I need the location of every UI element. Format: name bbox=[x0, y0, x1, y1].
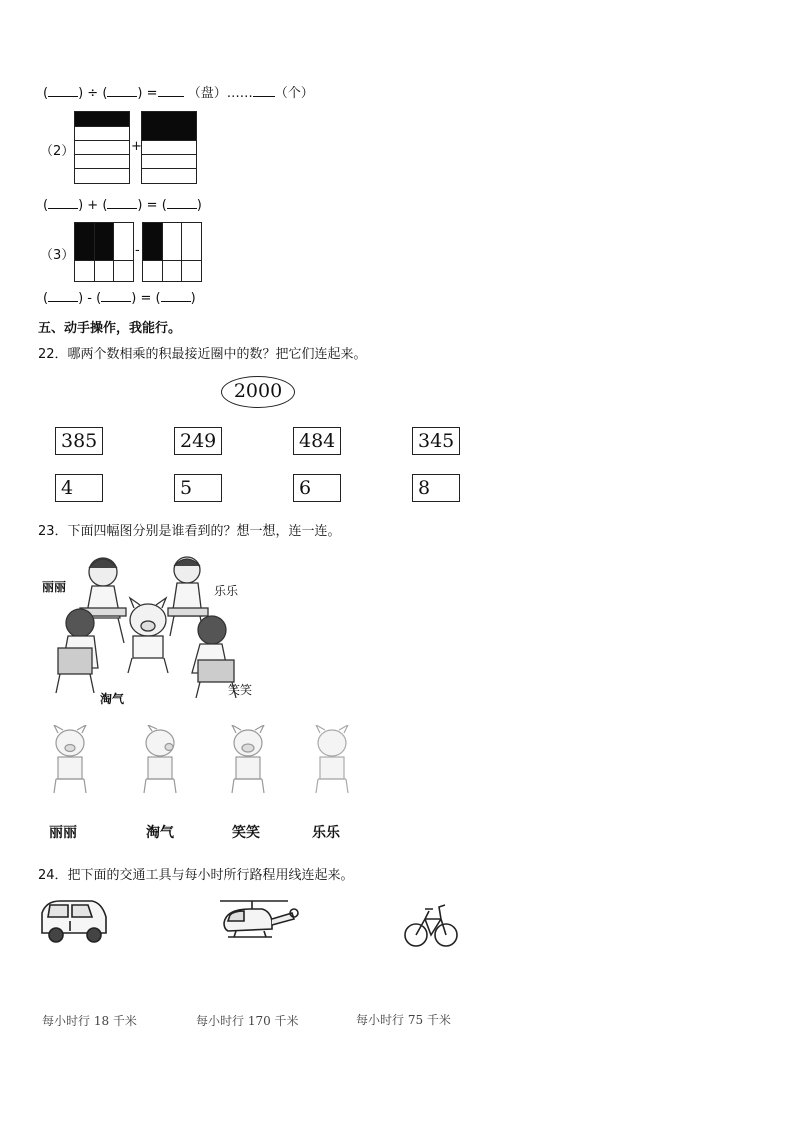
division-equation: ( ) ÷ ( ) = （盘）…… （个） bbox=[43, 86, 314, 101]
target-number: 2000 bbox=[233, 380, 283, 402]
fraction-grid-b bbox=[141, 111, 197, 184]
fraction-grid-d bbox=[142, 222, 202, 282]
number-box[interactable]: 249 bbox=[174, 427, 222, 455]
pig-view-back-icon[interactable] bbox=[310, 725, 354, 795]
plus-sign: + bbox=[131, 139, 142, 154]
speed-label[interactable]: 每小时行 75 千米 bbox=[356, 1013, 451, 1027]
addition-equation: ( ) + ( ) = ( ) bbox=[43, 198, 202, 213]
number-box[interactable]: 345 bbox=[412, 427, 460, 455]
question-24-prompt: 24．把下面的交通工具与每小时所行路程用线连起来。 bbox=[38, 868, 354, 883]
scene-label-taoqi: 淘气 bbox=[100, 692, 125, 706]
number-box[interactable]: 6 bbox=[293, 474, 341, 502]
kids-around-pig-illustration bbox=[40, 548, 260, 708]
answer-name[interactable]: 乐乐 bbox=[312, 825, 340, 841]
helicopter-icon[interactable] bbox=[216, 893, 300, 951]
answer-name[interactable]: 笑笑 bbox=[232, 825, 260, 841]
car-icon[interactable] bbox=[38, 895, 110, 947]
number-box[interactable]: 5 bbox=[174, 474, 222, 502]
number-box[interactable]: 484 bbox=[293, 427, 341, 455]
scene-label-lili: 丽丽 bbox=[42, 580, 67, 594]
item-label-2: （2） bbox=[40, 144, 75, 159]
answer-name[interactable]: 丽丽 bbox=[49, 825, 77, 841]
scene-label-lele: 乐乐 bbox=[214, 584, 239, 598]
section-title: 五、动手操作，我能行。 bbox=[38, 321, 182, 336]
minus-sign: - bbox=[135, 243, 140, 258]
answer-name[interactable]: 淘气 bbox=[146, 825, 174, 841]
number-box[interactable]: 4 bbox=[55, 474, 103, 502]
fraction-grid-a bbox=[74, 111, 130, 184]
speed-label[interactable]: 每小时行 170 千米 bbox=[196, 1014, 299, 1028]
bicycle-icon[interactable] bbox=[403, 895, 459, 953]
number-box[interactable]: 385 bbox=[55, 427, 103, 455]
question-22-prompt: 22．哪两个数相乘的积最接近圈中的数？把它们连起来。 bbox=[38, 347, 367, 362]
speed-label[interactable]: 每小时行 18 千米 bbox=[42, 1014, 137, 1028]
subtraction-equation: ( ) - ( ) = ( ) bbox=[43, 291, 196, 306]
fraction-grid-c bbox=[74, 222, 134, 282]
number-box[interactable]: 8 bbox=[412, 474, 460, 502]
question-23-prompt: 23．下面四幅图分别是谁看到的？想一想，连一连。 bbox=[38, 524, 341, 539]
pig-view-front-icon-2[interactable] bbox=[226, 725, 270, 795]
pig-view-front-icon[interactable] bbox=[48, 725, 92, 795]
target-number-oval bbox=[221, 376, 295, 408]
pig-view-side-icon[interactable] bbox=[138, 725, 182, 795]
scene-label-xiaoxiao: 笑笑 bbox=[228, 683, 253, 697]
item-label-3: （3） bbox=[40, 248, 75, 263]
